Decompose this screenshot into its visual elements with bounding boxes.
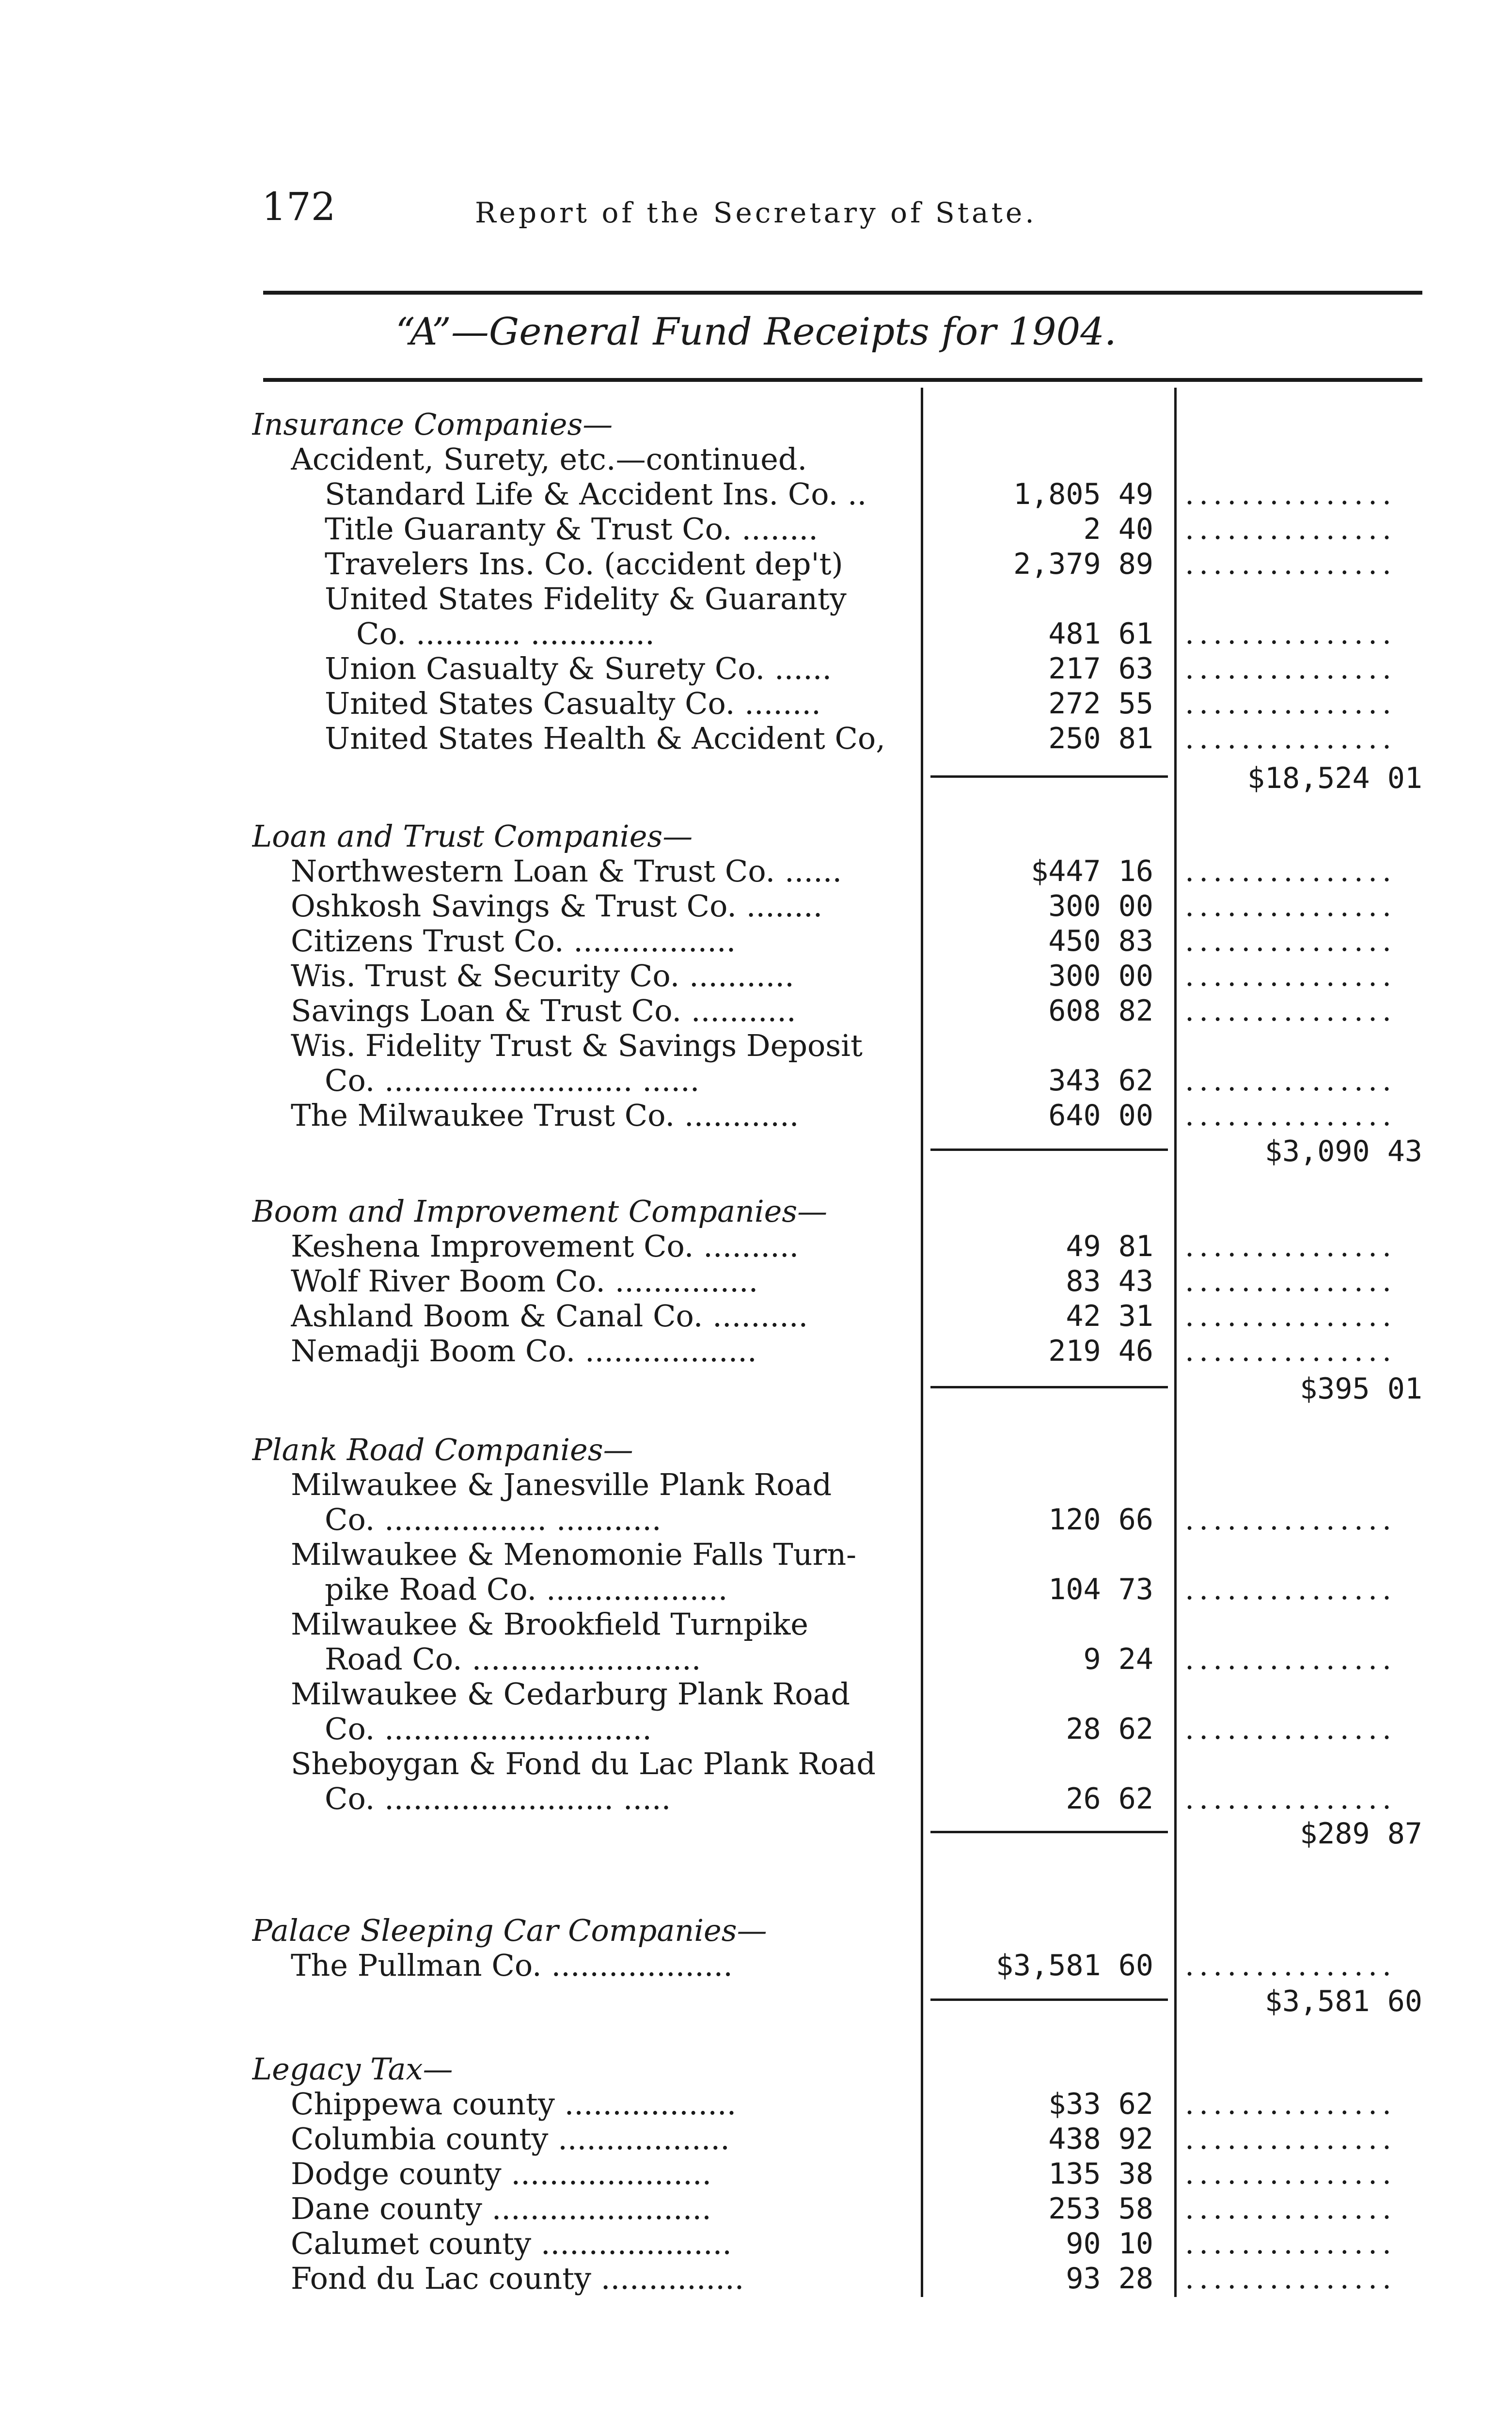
- table-row: [0, 1781, 1512, 1816]
- row-label: Travelers Ins. Co. (accident dep't): [325, 547, 843, 582]
- leader-dots: ...............: [1185, 1782, 1397, 1816]
- row-label: Co. .......................... ......: [325, 1063, 700, 1098]
- table-row: [0, 1299, 1512, 1334]
- section-total-row: [0, 1816, 1512, 1851]
- row-label: Chippewa county ..................: [291, 2087, 737, 2122]
- row-label: Wis. Fidelity Trust & Savings Deposit: [291, 1028, 863, 1063]
- subheading: Accident, Surety, etc.—continued.: [291, 442, 807, 477]
- row-amount: 9 24: [1083, 1642, 1153, 1676]
- row-label: Co. ........... .............: [356, 616, 655, 651]
- row-amount: 272 55: [1048, 687, 1153, 721]
- row-label: Dane county .......................: [291, 2191, 711, 2226]
- row-label: Title Guaranty & Trust Co. ........: [325, 512, 818, 547]
- leader-dots: ...............: [1185, 959, 1397, 993]
- leader-dots: ...............: [1185, 1573, 1397, 1606]
- row-label: Nemadji Boom Co. ..................: [291, 1334, 757, 1369]
- table-row: [0, 1229, 1512, 1264]
- leader-dots: ...............: [1185, 1642, 1397, 1676]
- row-amount: 250 81: [1048, 722, 1153, 755]
- row-label: Road Co. ........................: [325, 1642, 701, 1677]
- row-amount: 1,805 49: [1013, 477, 1153, 511]
- row-amount: 2,379 89: [1013, 547, 1153, 581]
- table-row: [0, 2226, 1512, 2261]
- row-amount: 49 81: [1066, 1229, 1153, 1263]
- leader-dots: ...............: [1185, 617, 1397, 651]
- section-heading-row: [0, 1194, 1512, 1229]
- leader-dots: ...............: [1185, 1712, 1397, 1746]
- table-row: [0, 1264, 1512, 1299]
- section-total: $3,090 43: [1264, 1134, 1422, 1168]
- row-amount: 26 62: [1066, 1782, 1153, 1816]
- table-row: [0, 1063, 1512, 1098]
- row-amount: 42 31: [1066, 1299, 1153, 1333]
- row-amount: $33 62: [1048, 2087, 1153, 2121]
- table-row: [0, 1502, 1512, 1537]
- table-row: [0, 854, 1512, 889]
- table-row: [0, 2087, 1512, 2122]
- leader-dots: ...............: [1185, 2087, 1397, 2121]
- section-heading: Palace Sleeping Car Companies—: [252, 1913, 767, 1948]
- table-row: [0, 2261, 1512, 2296]
- table-row: [0, 1746, 1512, 1781]
- section-heading: Boom and Improvement Companies—: [252, 1194, 828, 1229]
- title-rule: [263, 378, 1422, 382]
- leader-dots: ...............: [1185, 2227, 1397, 2261]
- table-row: [0, 1334, 1512, 1369]
- leader-dots: ...............: [1185, 2122, 1397, 2156]
- section-total-row: [0, 761, 1512, 796]
- leader-dots: ...............: [1185, 687, 1397, 721]
- row-label: Co. ............................: [325, 1712, 652, 1746]
- table-row: [0, 721, 1512, 756]
- section-total: $289 87: [1300, 1817, 1422, 1851]
- leader-dots: ...............: [1185, 652, 1397, 686]
- leader-dots: ...............: [1185, 2157, 1397, 2191]
- row-label: Oshkosh Savings & Trust Co. ........: [291, 889, 823, 924]
- section-heading: Insurance Companies—: [252, 407, 613, 442]
- row-label: United States Health & Accident Co,: [325, 721, 885, 756]
- table-title: “A”—General Fund Receipts for 1904.: [395, 310, 1117, 354]
- row-label: Citizens Trust Co. .................: [291, 924, 736, 959]
- table-row: [0, 686, 1512, 721]
- section-total-row: [0, 1134, 1512, 1169]
- row-label: Northwestern Loan & Trust Co. ......: [291, 854, 842, 889]
- leader-dots: ...............: [1185, 924, 1397, 958]
- leader-dots: ...............: [1185, 2192, 1397, 2226]
- table-row: [0, 1028, 1512, 1063]
- row-amount: 300 00: [1048, 889, 1153, 923]
- table-row: [0, 2191, 1512, 2226]
- section-total: $3,581 60: [1264, 1984, 1422, 2018]
- row-amount: 438 92: [1048, 2122, 1153, 2156]
- section-total-row: [0, 1371, 1512, 1406]
- row-label: Dodge county .....................: [291, 2156, 712, 2191]
- table-row: [0, 1467, 1512, 1502]
- row-label: Wolf River Boom Co. ...............: [291, 1264, 758, 1299]
- table-row: [0, 993, 1512, 1028]
- row-label: Fond du Lac county ...............: [291, 2261, 744, 2296]
- row-amount: 135 38: [1048, 2157, 1153, 2191]
- row-amount: 93 28: [1066, 2262, 1153, 2296]
- table-row: [0, 1572, 1512, 1607]
- row-label: Calumet county ....................: [291, 2226, 732, 2261]
- section-heading: Plank Road Companies—: [252, 1432, 633, 1467]
- section-total: $395 01: [1300, 1372, 1422, 1406]
- row-amount: $447 16: [1031, 854, 1153, 888]
- table-row: [0, 2122, 1512, 2156]
- row-label: Wis. Trust & Security Co. ...........: [291, 959, 794, 993]
- row-label: Savings Loan & Trust Co. ...........: [291, 993, 796, 1028]
- row-amount: 120 66: [1048, 1503, 1153, 1537]
- leader-dots: ...............: [1185, 889, 1397, 923]
- row-amount: 450 83: [1048, 924, 1153, 958]
- row-amount: 608 82: [1048, 994, 1153, 1028]
- table-row: [0, 1642, 1512, 1677]
- row-label: Sheboygan & Fond du Lac Plank Road: [291, 1746, 876, 1781]
- leader-dots: ...............: [1185, 1264, 1397, 1298]
- table-row: [0, 924, 1512, 959]
- table-row: [0, 512, 1512, 547]
- table-row: [0, 616, 1512, 651]
- table-row: [0, 547, 1512, 582]
- table-row: [0, 1677, 1512, 1712]
- row-label: Keshena Improvement Co. ..........: [291, 1229, 799, 1264]
- leader-dots: ...............: [1185, 1229, 1397, 1263]
- row-label: United States Casualty Co. ........: [325, 686, 821, 721]
- section-heading: Legacy Tax—: [252, 2052, 453, 2087]
- row-label: Co. ........................ .....: [325, 1781, 671, 1816]
- top-rule: [263, 291, 1422, 295]
- row-amount: 219 46: [1048, 1334, 1153, 1368]
- leader-dots: ...............: [1185, 512, 1397, 546]
- row-amount: 481 61: [1048, 617, 1153, 651]
- section-heading-row: [0, 1432, 1512, 1467]
- subheading-row: [0, 442, 1512, 477]
- row-label: pike Road Co. ...................: [325, 1572, 728, 1607]
- section-total: $18,524 01: [1247, 761, 1422, 795]
- table-row: [0, 1948, 1512, 1983]
- table-row: [0, 1712, 1512, 1746]
- table-row: [0, 889, 1512, 924]
- section-total-row: [0, 1984, 1512, 2019]
- table-row: [0, 1537, 1512, 1572]
- row-label: Columbia county ..................: [291, 2122, 730, 2156]
- leader-dots: ...............: [1185, 854, 1397, 888]
- leader-dots: ...............: [1185, 994, 1397, 1028]
- row-label: Milwaukee & Janesville Plank Road: [291, 1467, 832, 1502]
- table-row: [0, 959, 1512, 993]
- row-amount: 300 00: [1048, 959, 1153, 993]
- leader-dots: ...............: [1185, 1099, 1397, 1133]
- row-amount: 83 43: [1066, 1264, 1153, 1298]
- table-row: [0, 1607, 1512, 1642]
- leader-dots: ...............: [1185, 547, 1397, 581]
- row-amount: 217 63: [1048, 652, 1153, 686]
- row-amount: 90 10: [1066, 2227, 1153, 2261]
- leader-dots: ...............: [1185, 1064, 1397, 1098]
- section-heading: Loan and Trust Companies—: [252, 819, 693, 854]
- row-label: Standard Life & Accident Ins. Co. ..: [325, 477, 867, 512]
- table-row: [0, 1098, 1512, 1133]
- table-row: [0, 477, 1512, 512]
- row-amount: 2 40: [1083, 512, 1153, 546]
- row-amount: 104 73: [1048, 1573, 1153, 1606]
- leader-dots: ...............: [1185, 1334, 1397, 1368]
- row-amount: 28 62: [1066, 1712, 1153, 1746]
- leader-dots: ...............: [1185, 1503, 1397, 1537]
- leader-dots: ...............: [1185, 1949, 1397, 1982]
- page-number: 172: [262, 184, 336, 229]
- row-label: The Milwaukee Trust Co. ............: [291, 1098, 799, 1133]
- section-heading-row: [0, 2052, 1512, 2087]
- table-row: [0, 651, 1512, 686]
- leader-dots: ...............: [1185, 2262, 1397, 2296]
- row-label: Ashland Boom & Canal Co. ..........: [291, 1299, 808, 1334]
- section-heading-row: [0, 407, 1512, 442]
- row-label: United States Fidelity & Guaranty: [325, 582, 847, 616]
- table-row: [0, 2156, 1512, 2191]
- row-label: Milwaukee & Menomonie Falls Turn-: [291, 1537, 857, 1572]
- section-heading-row: [0, 819, 1512, 854]
- row-amount: 253 58: [1048, 2192, 1153, 2226]
- leader-dots: ...............: [1185, 477, 1397, 511]
- row-label: Milwaukee & Cedarburg Plank Road: [291, 1677, 850, 1712]
- running-title: Report of the Secretary of State.: [475, 196, 1037, 229]
- row-amount: 343 62: [1048, 1064, 1153, 1098]
- leader-dots: ...............: [1185, 722, 1397, 755]
- row-amount: 640 00: [1048, 1099, 1153, 1133]
- row-label: Co. ................. ...........: [325, 1502, 662, 1537]
- row-label: Milwaukee & Brookfield Turnpike: [291, 1607, 808, 1642]
- row-label: Union Casualty & Surety Co. ......: [325, 651, 832, 686]
- row-label: The Pullman Co. ...................: [291, 1948, 733, 1983]
- row-amount: $3,581 60: [995, 1949, 1153, 1982]
- section-heading-row: [0, 1913, 1512, 1948]
- leader-dots: ...............: [1185, 1299, 1397, 1333]
- table-row: [0, 582, 1512, 616]
